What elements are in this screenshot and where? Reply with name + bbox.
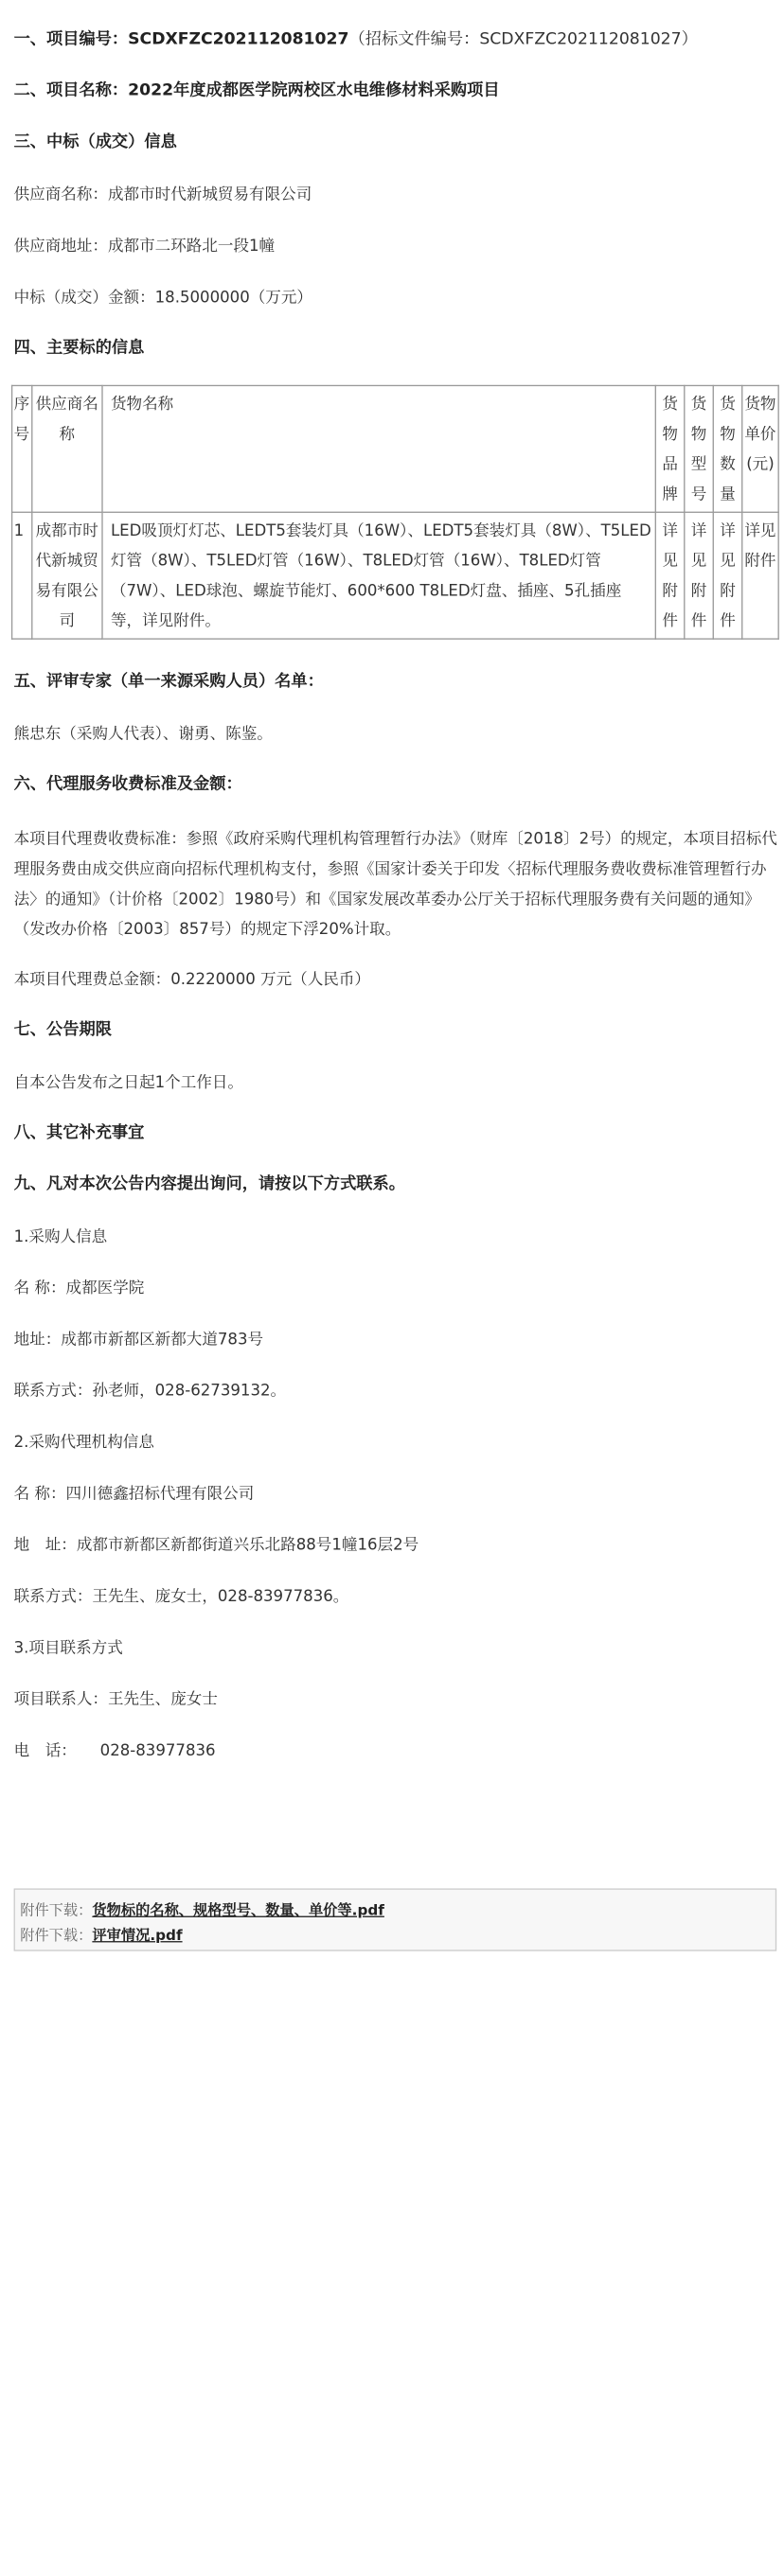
attachment-box <box>14 1888 777 1950</box>
award-amount: 中标（成交）金额：18.5000000（万元） <box>13 287 313 307</box>
col-header-brand: 货物品牌 <box>655 385 684 512</box>
attachment-label: 附件下载： <box>20 1926 93 1944</box>
cell-brand: 详见附件 <box>655 512 684 639</box>
subject-table <box>11 385 779 640</box>
col-header-supplier: 供应商名称 <box>31 385 102 512</box>
award-heading: 三、中标（成交）信息 <box>13 132 177 152</box>
project-contact-person: 项目联系人：王先生、庞女士 <box>13 1688 218 1708</box>
cell-supplier: 成都市时代新城贸易有限公司 <box>31 512 102 639</box>
agency-contact: 联系方式：王先生、庞女士，028-83977836。 <box>13 1586 349 1605</box>
table-header-row <box>12 385 779 512</box>
purchaser-heading: 1.采购人信息 <box>13 1226 108 1245</box>
col-header-quantity: 货物数量 <box>713 385 741 512</box>
project-number-note: （招标文件编号：SCDXFZC202112081027） <box>348 29 698 49</box>
fee-heading: 六、代理服务收费标准及金额： <box>13 774 242 794</box>
project-number-label: 一、项目编号：SCDXFZC202112081027 <box>13 29 349 49</box>
table-row <box>12 512 779 639</box>
fee-standard: 本项目代理费收费标准：参照《政府采购代理机构管理暂行办法》（财库〔2018〕2号）的规定，本项目招标代理服务费由成交供应商向招标代理机构支付，参照《国家计委关于印发〈招标代理服务费收费标准管理暂行办法〉的通知》（计价格〔2002〕1980号）和《国家发展改革委办公厅关于招标代理服务费有关问题的通知》（发改办价格〔2003〕857号）的规定下浮20%计取。 <box>13 828 777 939</box>
agency-heading: 2.采购代理机构信息 <box>13 1432 154 1452</box>
project-contact-phone: 电 话： 028-83977836 <box>13 1740 216 1759</box>
project-name: 二、项目名称：2022年度成都医学院两校区水电维修材料采购项目 <box>13 81 500 100</box>
col-header-model: 货物型号 <box>685 385 713 512</box>
agency-address: 地 址：成都市新都区新都街道兴乐北路88号1幢16层2号 <box>13 1534 419 1554</box>
attachment-row <box>20 1897 770 1923</box>
attachment-link-review[interactable]: 评审情况.pdf <box>92 1926 183 1944</box>
subject-heading: 四、主要标的信息 <box>13 338 145 358</box>
cell-quantity: 详见附件 <box>713 512 741 639</box>
contact-heading: 九、凡对本次公告内容提出询问，请按以下方式联系。 <box>13 1174 405 1194</box>
cell-model: 详见附件 <box>685 512 713 639</box>
experts-names: 熊忠东（采购人代表）、谢勇、陈鉴。 <box>13 723 273 743</box>
period-heading: 七、公告期限 <box>13 1020 112 1040</box>
col-header-goods: 货物名称 <box>102 385 655 512</box>
other-heading: 八、其它补充事宜 <box>13 1123 145 1143</box>
attachment-link-goods[interactable]: 货物标的名称、规格型号、数量、单价等.pdf <box>92 1900 384 1919</box>
project-number <box>14 27 779 53</box>
col-header-price: 货物单价(元) <box>742 385 778 512</box>
agency-name: 名 称：四川德鑫招标代理有限公司 <box>13 1483 255 1503</box>
purchaser-name: 名 称：成都医学院 <box>13 1278 145 1297</box>
attachment-label: 附件下载： <box>20 1900 93 1919</box>
project-contact-heading: 3.项目联系方式 <box>13 1637 123 1657</box>
announcement-content <box>14 27 779 1790</box>
purchaser-contact: 联系方式：孙老师，028-62739132。 <box>13 1380 287 1400</box>
purchaser-address: 地址：成都市新都区新都大道783号 <box>13 1329 264 1349</box>
supplier-address: 供应商地址：成都市二环路北一段1幢 <box>13 236 276 255</box>
period-text: 自本公告发布之日起1个工作日。 <box>13 1071 244 1091</box>
cell-price: 详见附件 <box>742 512 778 639</box>
fee-total: 本项目代理费总金额：0.2220000 万元（人民币） <box>13 969 370 989</box>
supplier-name: 供应商名称：成都市时代新城贸易有限公司 <box>13 184 312 203</box>
cell-goods: LED吸顶灯灯芯、LEDT5套装灯具（16W）、LEDT5套装灯具（8W）、T5LED灯管（8W）、T5LED灯管（16W）、T8LED灯管（16W）、T8LED灯管（7W）、LED球泡、螺旋节能灯、600*600 T8LED灯盘、插座、5孔插座等，详见附件。 <box>102 512 655 639</box>
col-header-no: 序号 <box>12 385 32 512</box>
experts-heading: 五、评审专家（单一来源采购人员）名单： <box>13 672 324 692</box>
cell-no: 1 <box>12 512 32 639</box>
